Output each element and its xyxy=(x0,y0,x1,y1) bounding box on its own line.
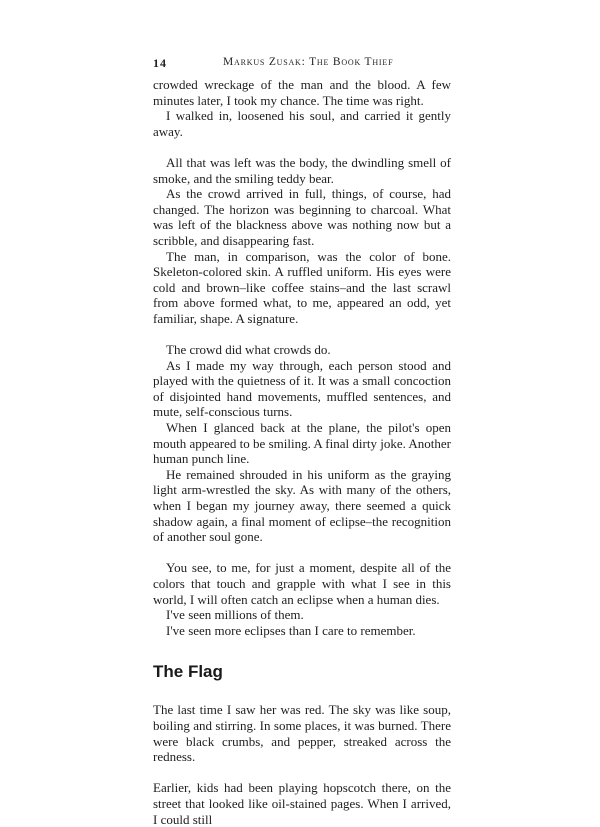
paragraph: I've seen more eclipses than I care to remember. xyxy=(166,622,416,638)
paragraph: You see, to me, for just a moment, despite all of the colors that touch and grapple with what I see in this world, I will often catch an eclipse when a human dies. xyxy=(153,560,451,607)
paragraph: All that was left was the body, the dwindling smell of smoke, and the smiling teddy bear. xyxy=(153,154,451,186)
paragraph: As the crowd arrived in full, things, of course, had changed. The horizon was beginning to charcoal. What was left of the blackness above was nothing now but a scribble, and disappearing fast. xyxy=(153,186,451,248)
paragraph: As I made my way through, each person stood and played with the quietness of it. It was a small concoction of disjointed hand movements, muffled sentences, and mute, self-conscious turns. xyxy=(153,357,451,420)
paragraph: I've seen millions of them. xyxy=(166,607,304,623)
paragraph: The crowd did what crowds do. xyxy=(166,342,331,358)
page-number: 14 xyxy=(153,56,167,70)
paragraph: When I glanced back at the plane, the pilot's open mouth appeared to be smiling. A final dirty joke. Another human punch line. xyxy=(153,420,451,467)
paragraph: I walked in, loosened his soul, and carried it gently away. xyxy=(153,108,451,139)
paragraph: He remained shrouded in his uniform as the graying light arm-wrestled the sky. As with many of the others, when I began my journey away, there seemed a quick shadow again, a final moment of eclipse–the recognition of another soul gone. xyxy=(153,466,451,545)
running-head xyxy=(153,56,448,76)
paragraph: crowded wreckage of the man and the blood. A few minutes later, I took my chance. The time was right. xyxy=(153,77,451,108)
body-text xyxy=(153,77,451,827)
section-heading: The Flag xyxy=(153,662,223,682)
paragraph: The man, in comparison, was the color of bone. Skeleton-colored skin. A ruffled uniform. His eyes were cold and brown–like coffee stains–and the last scrawl from above formed what, to me, appeared an odd, yet familiar, shape. A signature. xyxy=(153,248,451,326)
paragraph: Earlier, kids had been playing hopscotch there, on the street that looked like oil-stained pages. When I arrived, I could still xyxy=(153,780,451,827)
paragraph: The last time I saw her was red. The sky was like soup, boiling and stirring. In some places, it was burned. There were black crumbs, and pepper, streaked across the redness. xyxy=(153,702,451,765)
running-title: Markus Zusak: The Book Thief xyxy=(223,56,394,68)
